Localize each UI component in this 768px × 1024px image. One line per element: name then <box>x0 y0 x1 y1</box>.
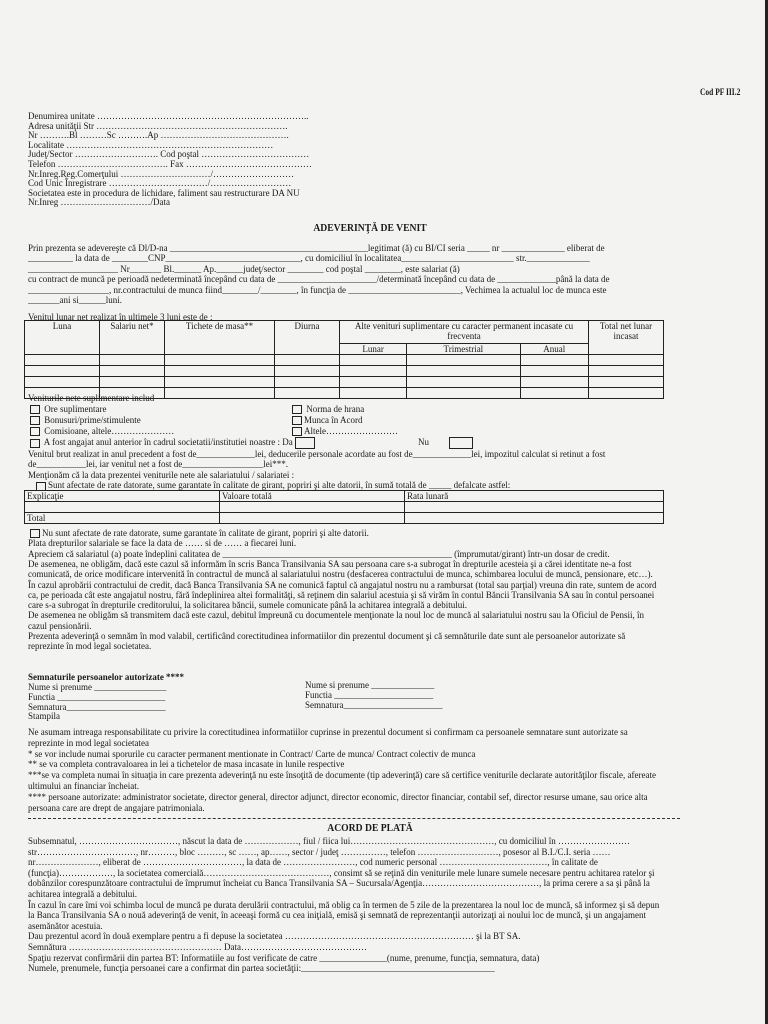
footnote-line: * se vor include numai sporurile cu caracter permanent mentionate in Contract/ Carte de munca/ Contract colectiv de munca <box>28 748 476 759</box>
declaration-line: De asemenea, ne obligăm, dacă este cazul să informăm în scris Banca Transilvania SA sau persoana care s-a subrogat în drepturile acesteia şi a cărei identitate ne-a fost <box>28 558 632 569</box>
intro-line: ____________________ Nr_______ Bl.______ Ap.______judeţ/sector ________ cod poştal ________, este salariat (ă) <box>28 263 460 274</box>
footnote-line: persoana care are drept de angajare patrimoniala. <box>28 802 205 813</box>
signature-field: Functia ______________________ <box>305 689 434 700</box>
divider <box>28 818 680 819</box>
declaration-line: În cazul aprobării contractului de credit, dacă Banca Transilvania SA ne comunică faptul că angajatul nostru nu a rambursat (total sau parţial) vreuna din rate, suntem de acord <box>28 579 657 590</box>
acord-line: asemănător acestuia. <box>28 920 103 931</box>
signature-field: Semnatura______________________ <box>305 699 443 710</box>
document-title: ADEVERINŢĂ DE VENIT <box>313 223 427 234</box>
declaration-line: De asemenea ne obligăm să transmitem dacă este cazul, debitul împreună cu documentele menţionate la noul loc de muncă al salariatului nostru sau la Oficiul de Pensii, în <box>28 610 645 621</box>
table-row <box>25 502 664 513</box>
acord-line: la Banca Transilvania SA o nouă adeverinţă de venit, în aceeaşi formă cu cea iniţială, emisă şi semnată de reprezentanţii autorizaţi ai noului loc de muncă, şi un angajament <box>28 910 647 921</box>
income-table-caption: Venitul lunar net realizat în ultimele 3 luni este de : <box>28 312 213 322</box>
declaration-line: care s-a subrogat în drepturile creditorului, la solicitarea băncii, sumele comunicate până la achitarea integrală a debitului. <box>28 600 468 611</box>
declaration-line: Nu sunt afectate de rate datorate, sume garantate în calitate de girant, popriri şi alte datorii. <box>28 528 369 538</box>
sub-trimestrial: Trimestrial <box>407 344 520 355</box>
col-luna: Luna <box>25 321 100 355</box>
label: Norma de hrana <box>306 404 365 414</box>
checkbox[interactable] <box>30 529 40 538</box>
form-code: Cod PF III.2 <box>700 87 741 97</box>
declaration-line: Apreciem că salariatul (a) poate îndeplini calitatea de ___________________________________________________ (împrumutat/girant) într-un dosar de credit. <box>28 548 610 559</box>
signatures-heading: Semnaturile persoanelor autorizate **** <box>28 672 185 682</box>
col-valoare: Valoare totală <box>220 491 405 502</box>
acord-line: Semnătura …………………………………………… Data…………………………………… <box>28 942 367 952</box>
label: Bonusuri/prime/stimulente <box>44 415 141 425</box>
signature-field: Stampila <box>28 711 60 722</box>
sub-anual: Anual <box>520 344 589 355</box>
checkbox[interactable] <box>30 439 40 448</box>
acord-title: ACORD DE PLATĂ <box>327 823 413 834</box>
acord-line: str……………………………, nr………, bloc ………, sc ……, ap……, sector / judeţ ……………, telefon ………………………, posesor al B.I./C.I. seria …… <box>28 846 611 857</box>
gross-line: Menţionăm că la data prezentei veniturile nete ale salariatului / salariatei : <box>28 469 295 480</box>
label: A fost angajat anul anterior în cadrul societatii/institutiei noastre : Da <box>43 437 293 448</box>
acord-line: achitarea integrală a debitului. <box>28 889 137 899</box>
footnote-line: ***se va completa numai în situaţia in care prezenta adeverinţă nu este însoţită de documente (tip adeverinţă) care să certifice veniturile declarate autorităţilor fiscale, afereate <box>28 770 656 781</box>
employer-line: Localitate …………………………………………………………… <box>28 139 274 150</box>
signature-field: Functia ________________________ <box>28 691 166 702</box>
employer-line: Nr ……….Bl ………Sc ……….Ap ……………………………………. <box>28 130 289 141</box>
col-diurna: Diurna <box>275 321 340 355</box>
acord-line: În cazul în care îmi voi schimba locul de muncă pe durata derulării contractului, mă oblig ca în termen de 5 zile de la prezentarea la noul loc de muncă, să informez şi să depun <box>28 899 660 910</box>
employer-line: Telefon ………………………………. Fax …………………………………… <box>28 159 312 169</box>
checkbox[interactable] <box>30 427 40 436</box>
total-label: Total <box>25 513 220 524</box>
intro-line: _______ani si______luni. <box>28 295 122 305</box>
sub-lunar: Lunar <box>340 344 407 355</box>
da-box[interactable] <box>295 437 315 449</box>
employer-line: Nr.Inreg …………………………/Data <box>28 197 170 208</box>
col-alte-venituri: Alte venituri suplimentare cu caracter permanent incasate cu frecventa <box>340 321 589 344</box>
checkbox[interactable] <box>292 427 302 436</box>
prev-employed-row <box>28 437 315 449</box>
acord-line: Spaţiu rezervat confirmării din partea BT: Informatiile au fost verificate de catre _______________(nume, prenume, funcţia, semnatura, data) <box>28 952 540 963</box>
table-row <box>25 377 664 388</box>
nu-box[interactable] <box>449 437 473 449</box>
label: Munca în Acord <box>304 415 363 425</box>
intro-line: __________________, nr.contractului de munca fiind________/________, în funcţia de _________________________, Vechimea la actualul loc de munca este <box>28 284 607 295</box>
supp-item-bonus[interactable] <box>28 415 141 425</box>
signature-field: Nume si prenume ________________ <box>28 682 167 692</box>
supp-item-altele[interactable] <box>290 426 398 436</box>
footnote-line: reprezinte in mod legal societatea <box>28 737 149 748</box>
footnote-line: Ne asumam intreaga responsabilitate cu privire la corectitudinea informatiilor cuprinse in prezentul document si confirmam ca persoanele semnatare sunt autorizate sa <box>28 727 628 737</box>
checkbox[interactable] <box>292 405 302 414</box>
table-row <box>25 513 664 524</box>
acord-line: dobânzilor corespunzătoare contractului de împrumut încheiat cu Banca Transilvania SA – Sucursala/Agenţia…………………………………, la prima cerere a sa şi până la <box>28 878 650 889</box>
declaration-line: ca, pe perioada cât este angajatul nostru, fără îndeplinirea altei formalităţi, să reţinem din salariul acestuia şi să virăm în contul Băncii Transilvania SA sau în contul persoanei <box>28 589 655 600</box>
footnote-line: **** persoane autorizate: administrator societate, director general, director adjunct, director economic, director financiar, contabil sef, director resurse umane, sau orice alta <box>28 791 648 802</box>
col-total: Total net lunar incasat <box>589 321 664 355</box>
intro-line: __________ la data de ________CNP______________________________, cu domiciliul în localitatea_________________________ str.______________ <box>28 253 590 264</box>
label: Comisioane, altele………………… <box>44 426 175 436</box>
acord-line: (funcţia)………………, la societatea comercială……………………………………, consimt să se reţină din veniturile mele lunare sumele necesare pentru achitarea ratelor şi <box>28 867 655 878</box>
table-row <box>25 355 664 366</box>
intro-line: cu contract de muncă pe perioadă nedeterminată începând cu data de ______________________/determinată începând cu data de _____________până la data de <box>28 274 610 285</box>
checkbox[interactable] <box>30 405 40 414</box>
col-tichete: Tichete de masa** <box>165 321 275 355</box>
supp-item-norma[interactable] <box>290 404 364 414</box>
label: Altele…………………… <box>304 426 398 436</box>
supp-item-comisioane[interactable] <box>28 426 174 436</box>
employer-line: Denumirea unitate …………………………………………………………….. <box>28 111 309 121</box>
employer-line: Cod Unic Înregistrare ……………………………/……………………… <box>28 178 292 189</box>
acord-line: Numele, prenumele, funcţia persoanei care a confirmat din partea societăţii:___________________________________________ <box>28 963 495 974</box>
label: Ore suplimentare <box>44 404 107 414</box>
table-row <box>25 366 664 377</box>
gross-line: Sunt afectate de rate datorate, sume garantate în calitate de girant, popriri şi alte datorii, în sumă totală de _____ defalcate astfel: <box>34 480 510 490</box>
gross-line: Venitul brut realizat in anul precedent a fost de_____________lei, deducerile personale acordate au fost de_____________lei, impozitul calculat si retinut a fost <box>28 449 606 459</box>
footnote-line: ** se va completa contravaloarea in lei a tichetelor de masa incasate in lunile respective <box>28 759 345 770</box>
employer-line: Nr.Inreg.Reg.Comerţului …………………………/……………………… <box>28 168 294 179</box>
checkbox[interactable] <box>292 416 302 425</box>
declaration-line: Plata drepturilor salariale se face la data de …… si de …… a fiecarei luni. <box>28 538 297 549</box>
supp-item-acord[interactable] <box>290 415 363 425</box>
nu-label: Nu <box>418 437 429 448</box>
signature-field: Nume si prenume ______________ <box>305 680 435 690</box>
gross-line: de___________lei, iar venitul net a fost de__________________lei***. <box>28 459 288 470</box>
nu-row <box>418 437 473 449</box>
footnote-line: ultimului an financiar încheiat. <box>28 781 139 791</box>
debt-table <box>24 490 664 524</box>
acord-line: nr…………………, eliberat de ……………………………, la data de ……………………, cod numeric personal ………………………………, în calitate de <box>28 857 598 868</box>
employer-line: Adresa unităţii Str ………………………………………………………. <box>28 120 288 131</box>
col-explicatie: Explicaţie <box>25 491 220 502</box>
employer-line: Societatea este in procedura de lichidare, faliment sau restructurare DA NU <box>28 187 300 198</box>
signature-field: Semnatura______________________ <box>28 701 166 712</box>
income-table <box>24 320 664 399</box>
declaration-line: Prezenta adeverinţă o semnăm în mod valabil, certificând corectitudinea informatiilor din prezentul document şi că semnăturile date sunt ale persoanelor autorizate să <box>28 631 626 641</box>
checkbox[interactable] <box>30 416 40 425</box>
acord-line: Subsemnatul, ……………………………, născut la data de ………………, fiul / fiica lui…………………………………………, cu domiciliul în …………………… <box>28 836 630 846</box>
declaration-line: cazul pensionării. <box>28 620 92 631</box>
supp-item-ore[interactable] <box>28 404 106 414</box>
supplementary-heading: Veniturile nete suplimentare includ <box>28 393 155 403</box>
declaration-line: comunicată, de orice modificare intervenită în contractul de muncă al salariatului nostru (desfacerea contractului de munca, schimbarea locului de muncă, pensionare, etc…). <box>28 569 653 580</box>
acord-line: Dau prezentul acord în două exemplare pentru a fi depuse la societatea ……………………………………………………… şi la BT SA. <box>28 931 521 942</box>
intro-line: Prin prezenta se adevereşte că Dl/D-na ____________________________________________legitimat (ă) cu BI/CI seria _____ nr ______________ eliberat de <box>28 243 605 253</box>
col-salariu: Salariu net* <box>100 321 165 355</box>
declaration-line: reprezinte în mod legal societatea. <box>28 641 152 652</box>
col-rata: Rata lunară <box>405 491 664 502</box>
employer-line: Judeţ/Sector ………………………. Cod poştal ……………………………… <box>28 149 310 160</box>
